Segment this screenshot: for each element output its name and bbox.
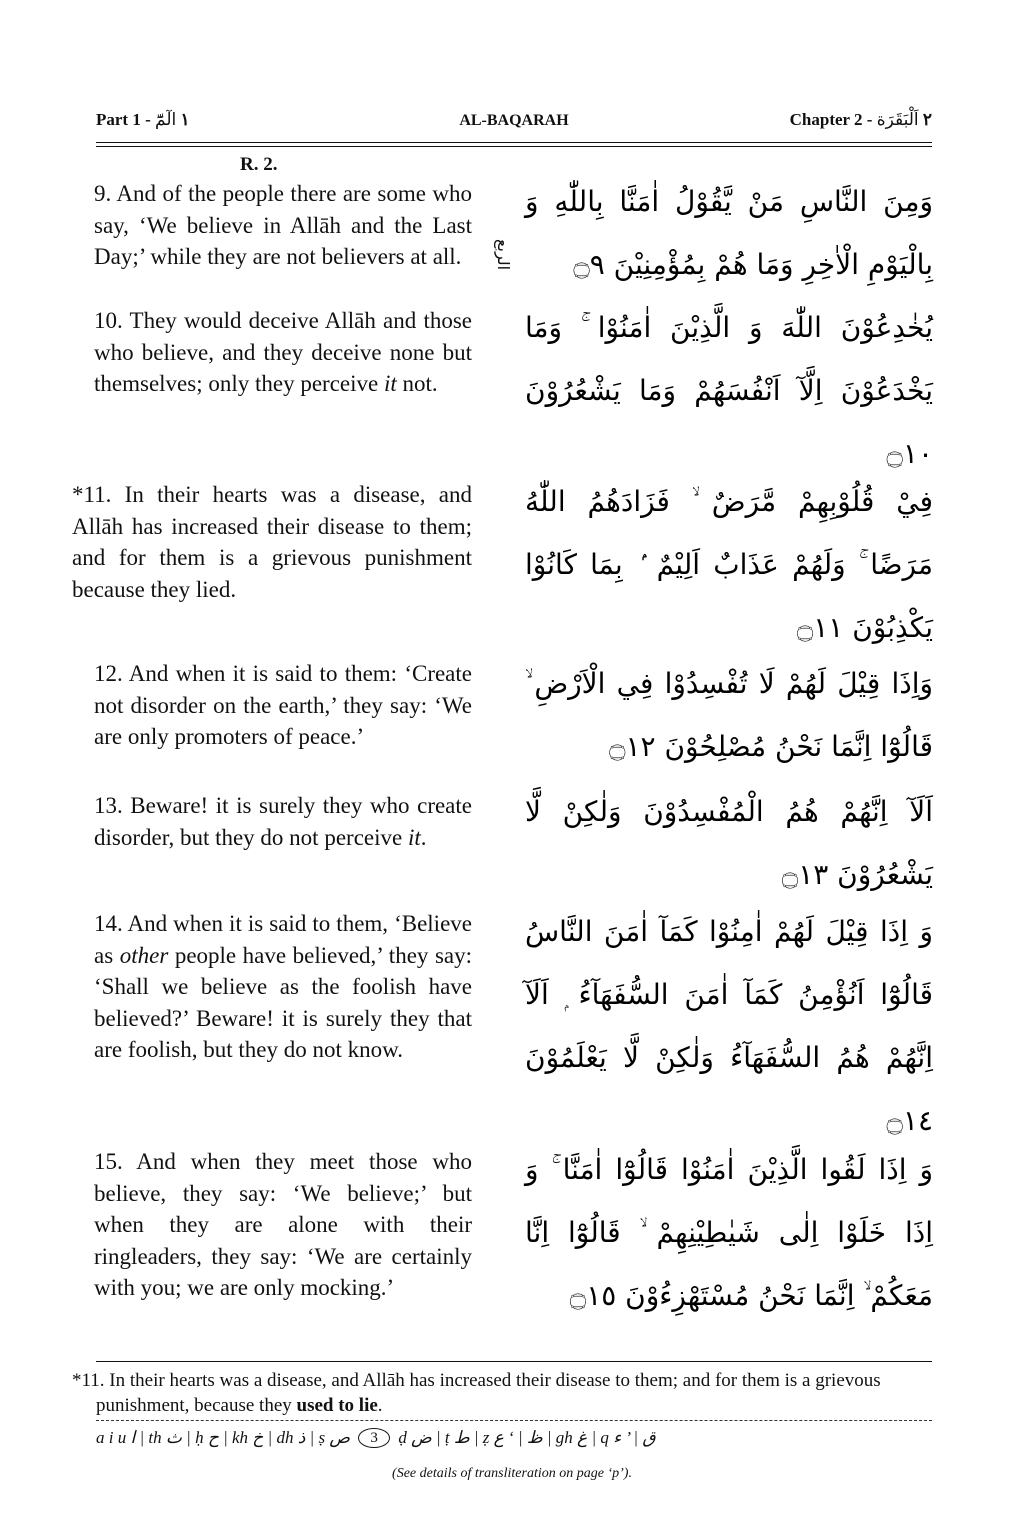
arabic-verse-15: وَ اِذَا لَقُوا الَّذِيْنَ اٰمَنُوْا قَالُوْٓا اٰمَنَّا ۚ وَ اِذَا خَلَوْا اِلٰى شَيٰطِيْنِهِمْ ۙ قَالُوْٓا اِنَّا مَعَكُمْ ۙ اِنَّمَا نَحْنُ مُسْتَهْزِءُوْنَ ۝١٥ <box>525 1153 933 1312</box>
verse-14: 14. And when it is said to them, ‘Believe as other people have believed,’ they say: ‘Shall we believe as the foolish have believed?’ Beware! it is surely they that are foolish, but they do not know. <box>94 911 472 1063</box>
verse-12: 12. And when it is said to them: ‘Create not disorder on the earth,’ they say: ‘We are only promoters of peace.’ <box>94 661 472 750</box>
arabic-verse-13: اَلَآ اِنَّهُمْ هُمُ الْمُفْسِدُوْنَ وَلٰكِنْ لَّا يَشْعُرُوْنَ ۝١٣ <box>525 795 933 891</box>
part-label: Part 1 - ١ الٓمّٓ <box>96 110 190 130</box>
footnote-marker: * <box>72 1370 82 1391</box>
header-rule-bottom <box>96 146 932 147</box>
transliteration-key <box>96 1428 932 1458</box>
verse-13: 13. Beware! it is surely they who create disorder, but they do not perceive it. <box>94 793 472 850</box>
verse-11: *11. In their hearts was a disease, and Allāh has increased their disease to them; and for them is a grievous punishment because they lied. <box>72 482 472 602</box>
ruku-marker: R. 2. <box>240 154 278 175</box>
chapter-title: AL-BAQARAH <box>459 112 569 129</box>
arabic-verse-11: فِيْ قُلُوْبِهِمْ مَّرَضٌ ۙ فَزَادَهُمُ اللّٰهُ مَرَضًا ۚ وَلَهُمْ عَذَابٌ اَلِيْمٌ ۢ بِمَا كَانُوْا يَكْذِبُوْنَ ۝١١ <box>525 485 933 644</box>
ruku-margin-arabic: الربع <box>494 239 513 271</box>
chapter-label: Chapter 2 - ٢ اَلْبَقَرَة <box>789 110 932 130</box>
transliteration-rule <box>96 1420 932 1421</box>
arabic-verse-10: يُخٰدِعُوْنَ اللّٰهَ وَ الَّذِيْنَ اٰمَنُوْا ۚ وَمَا يَخْدَعُوْنَ اِلَّآ اَنْفُسَهُمْ وَمَا يَشْعُرُوْنَ ۝١٠ <box>525 311 933 470</box>
arabic-verse-14: وَ اِذَا قِيْلَ لَهُمْ اٰمِنُوْا كَمَآ اٰمَنَ النَّاسُ قَالُوْٓا اَنُؤْمِنُ كَمَآ اٰمَنَ السُّفَهَآءُ ۭ اَلَآ اِنَّهُمْ هُمُ السُّفَهَآءُ وَلٰكِنْ لَّا يَعْلَمُوْنَ ۝١٤ <box>525 915 933 1137</box>
page-header <box>96 108 932 138</box>
footnote: *11. In their hearts was a disease, and Allāh has increased their disease to them; and for them is a grievous punishment, because they used to lie. <box>72 1370 881 1416</box>
chapter-arabic: اَلْبَقَرَة <box>876 110 919 130</box>
transliteration-left: a i u ا | th ث | ḥ ح | kh خ | dh ذ | ṣ ص <box>96 1428 350 1447</box>
transliteration-note: (See details of transliteration on page ‘p’). <box>392 1466 632 1481</box>
footnote-rule <box>96 1361 932 1362</box>
part-arabic: الٓمّٓ <box>155 110 177 130</box>
arabic-verse-12: وَاِذَا قِيْلَ لَهُمْ لَا تُفْسِدُوْا فِي الْاَرْضِ ۙ قَالُوْٓا اِنَّمَا نَحْنُ مُصْلِحُوْنَ ۝١٢ <box>525 667 933 763</box>
transliteration-right: ḍ ض | ṭ ط | ẓ ظ | ‘ ع | gh غ | q ق | ’ ء <box>398 1428 656 1447</box>
verse-9: 9. And of the people there are some who say, ‘We believe in Allāh and the Last Day;’ while they are not believers at all. <box>94 181 472 270</box>
verse-15: 15. And when they meet those who believe, they say: ‘We believe;’ but when they are alone with their ringleaders, they say: ‘We are certainly with you; we are only mocking.’ <box>94 1149 472 1301</box>
header-rule-top <box>96 142 932 143</box>
page-number: 3 <box>358 1428 390 1448</box>
arabic-verse-9: وَمِنَ النَّاسِ مَنْ يَّقُوْلُ اٰمَنَّا بِاللّٰهِ وَ بِالْيَوْمِ الْاٰخِرِ وَمَا هُمْ بِمُؤْمِنِيْنَ ۝٩ <box>525 185 933 281</box>
verse-10: 10. They would deceive Allāh and those who believe, and they deceive none but themselves; only they perceive it not. <box>94 308 472 397</box>
